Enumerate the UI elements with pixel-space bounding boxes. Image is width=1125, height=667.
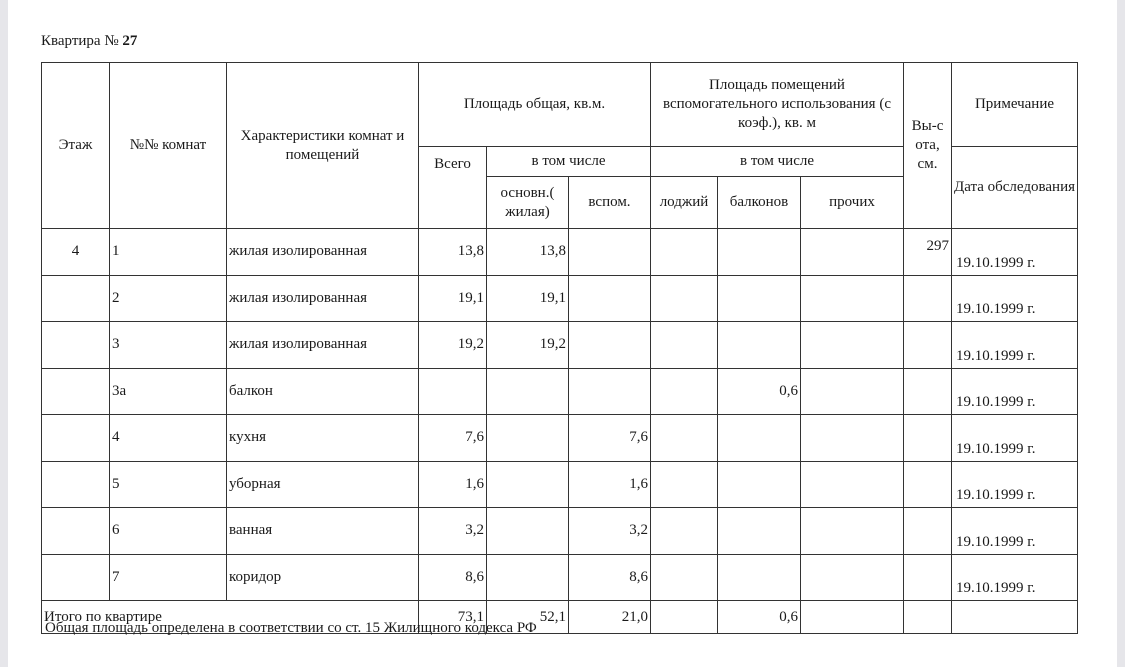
header-including-1: в том числе — [487, 147, 651, 177]
totals-label: Итого по квартире — [42, 601, 419, 634]
cell-room-number: 1 — [110, 229, 227, 276]
cell-balcony — [718, 508, 801, 555]
cell-balcony — [718, 554, 801, 601]
cell-height — [904, 415, 952, 462]
cell-room-number: 7 — [110, 554, 227, 601]
cell-height — [904, 275, 952, 322]
cell-room-type: коридор — [227, 554, 419, 601]
cell-balcony — [718, 461, 801, 508]
cell-aux-area: 3,2 — [569, 508, 651, 555]
totals-height — [904, 601, 952, 634]
cell-room-type: балкон — [227, 368, 419, 415]
table-row — [42, 275, 1078, 322]
cell-inspection-date: 19.10.1999 г. — [952, 554, 1078, 601]
cell-floor — [42, 461, 110, 508]
cell-height — [904, 461, 952, 508]
header-balconies: балконов — [718, 177, 801, 229]
cell-main-area — [487, 554, 569, 601]
cell-loggia — [651, 368, 718, 415]
cell-aux-area: 1,6 — [569, 461, 651, 508]
header-inspection-date: Дата обследования — [952, 147, 1078, 229]
table-row — [42, 415, 1078, 462]
header-floor: Этаж — [42, 63, 110, 229]
cell-loggia — [651, 415, 718, 462]
cell-main-area — [487, 508, 569, 555]
cell-main-area: 13,8 — [487, 229, 569, 276]
header-note: Примечание — [952, 63, 1078, 147]
cell-other — [801, 415, 904, 462]
cell-floor: 4 — [42, 229, 110, 276]
cell-balcony — [718, 275, 801, 322]
totals-date — [952, 601, 1078, 634]
cell-inspection-date: 19.10.1999 г. — [952, 322, 1078, 369]
header-all: Всего — [419, 147, 487, 229]
table-row — [42, 229, 1078, 276]
cell-floor — [42, 508, 110, 555]
cell-room-type: жилая изолированная — [227, 275, 419, 322]
cell-height — [904, 508, 952, 555]
cell-total-area: 19,2 — [419, 322, 487, 369]
cell-inspection-date: 19.10.1999 г. — [952, 229, 1078, 276]
header-characteristics: Характеристики комнат и помещений — [227, 63, 419, 229]
cell-room-number: 4 — [110, 415, 227, 462]
cell-aux-area: 8,6 — [569, 554, 651, 601]
table-row — [42, 508, 1078, 555]
cell-height — [904, 322, 952, 369]
header-including-2: в том числе — [651, 147, 904, 177]
cell-floor — [42, 415, 110, 462]
cell-other — [801, 275, 904, 322]
header-rooms: №№ комнат — [110, 63, 227, 229]
cell-floor — [42, 554, 110, 601]
totals-balcony: 0,6 — [718, 601, 801, 634]
apartment-number: 27 — [122, 33, 138, 49]
cell-room-type: уборная — [227, 461, 419, 508]
table-row — [42, 461, 1078, 508]
footnote: Общая площадь определена в соответствии со ст. 15 Жилищного кодекса РФ — [45, 620, 537, 636]
cell-inspection-date: 19.10.1999 г. — [952, 415, 1078, 462]
header-other: прочих — [801, 177, 904, 229]
totals-total: 73,1 — [419, 601, 487, 634]
cell-main-area: 19,1 — [487, 275, 569, 322]
table-row — [42, 322, 1078, 369]
cell-room-number: 2 — [110, 275, 227, 322]
cell-floor — [42, 368, 110, 415]
cell-other — [801, 554, 904, 601]
apartment-label: Квартира № — [41, 33, 119, 49]
cell-aux-area: 7,6 — [569, 415, 651, 462]
cell-inspection-date: 19.10.1999 г. — [952, 508, 1078, 555]
totals-other — [801, 601, 904, 634]
cell-room-number: 5 — [110, 461, 227, 508]
totals-main: 52,1 — [487, 601, 569, 634]
cell-total-area: 1,6 — [419, 461, 487, 508]
cell-loggia — [651, 554, 718, 601]
cell-floor — [42, 275, 110, 322]
cell-room-number: 6 — [110, 508, 227, 555]
cell-height — [904, 554, 952, 601]
cell-aux-area — [569, 368, 651, 415]
cell-balcony — [718, 229, 801, 276]
cell-other — [801, 508, 904, 555]
cell-total-area: 7,6 — [419, 415, 487, 462]
cell-balcony — [718, 322, 801, 369]
cell-room-number: 3 — [110, 322, 227, 369]
page-edge-right — [1117, 0, 1125, 667]
cell-loggia — [651, 229, 718, 276]
cell-height — [904, 368, 952, 415]
cell-room-type: жилая изолированная — [227, 322, 419, 369]
cell-room-type: ванная — [227, 508, 419, 555]
cell-loggia — [651, 322, 718, 369]
cell-total-area: 19,1 — [419, 275, 487, 322]
cell-inspection-date: 19.10.1999 г. — [952, 368, 1078, 415]
cell-inspection-date: 19.10.1999 г. — [952, 461, 1078, 508]
header-aux-area: Площадь помещений вспомогательного использования (с коэф.), кв. м — [651, 63, 904, 147]
apartment-rooms-table — [41, 62, 1078, 634]
totals-loggia — [651, 601, 718, 634]
cell-floor — [42, 322, 110, 369]
header-aux: вспом. — [569, 177, 651, 229]
page-edge-left — [0, 0, 8, 667]
header-height — [904, 63, 952, 229]
table-row — [42, 554, 1078, 601]
cell-height: 297 — [904, 229, 952, 276]
header-main-living: основн.( жилая) — [487, 177, 569, 229]
header-loggias: лоджий — [651, 177, 718, 229]
cell-loggia — [651, 275, 718, 322]
cell-total-area: 13,8 — [419, 229, 487, 276]
cell-main-area — [487, 415, 569, 462]
header-height-text: Вы-сота, см. — [911, 118, 944, 172]
totals-aux: 21,0 — [569, 601, 651, 634]
cell-room-type: кухня — [227, 415, 419, 462]
cell-inspection-date: 19.10.1999 г. — [952, 275, 1078, 322]
cell-aux-area — [569, 322, 651, 369]
cell-main-area — [487, 461, 569, 508]
cell-other — [801, 229, 904, 276]
cell-room-number: 3а — [110, 368, 227, 415]
cell-total-area — [419, 368, 487, 415]
cell-aux-area — [569, 275, 651, 322]
apartment-title — [41, 33, 137, 50]
cell-other — [801, 322, 904, 369]
cell-main-area: 19,2 — [487, 322, 569, 369]
cell-total-area: 8,6 — [419, 554, 487, 601]
cell-other — [801, 461, 904, 508]
cell-loggia — [651, 461, 718, 508]
cell-total-area: 3,2 — [419, 508, 487, 555]
cell-other — [801, 368, 904, 415]
cell-loggia — [651, 508, 718, 555]
cell-room-type: жилая изолированная — [227, 229, 419, 276]
cell-aux-area — [569, 229, 651, 276]
header-row-1 — [42, 63, 1078, 147]
header-total-area: Площадь общая, кв.м. — [419, 63, 651, 147]
cell-main-area — [487, 368, 569, 415]
table-row — [42, 368, 1078, 415]
cell-balcony — [718, 415, 801, 462]
cell-balcony: 0,6 — [718, 368, 801, 415]
